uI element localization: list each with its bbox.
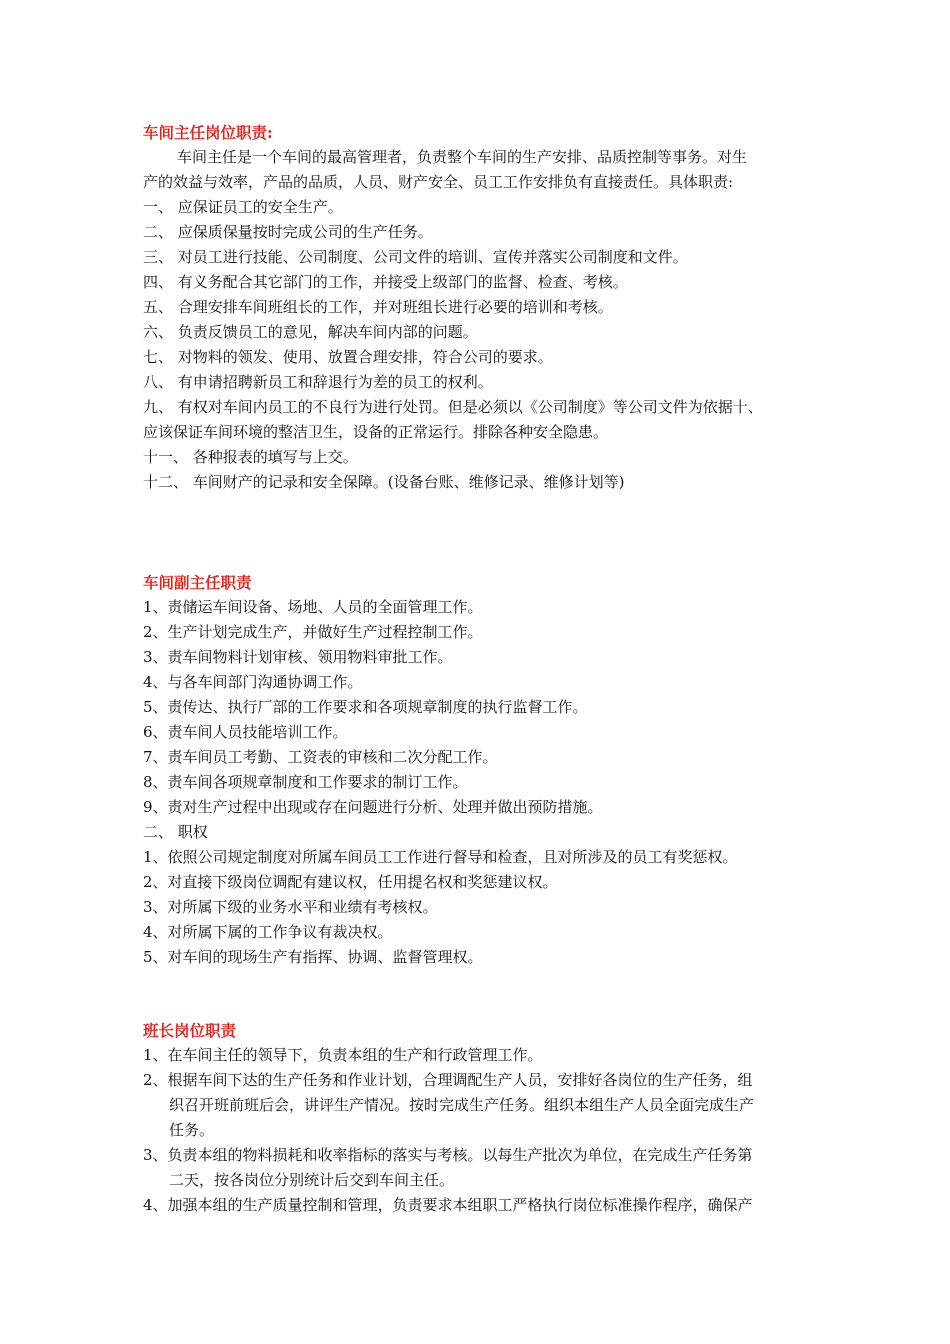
list-item: 1、依照公司规定制度对所属车间员工工作进行督导和检查，且对所涉及的员工有奖惩权。 — [143, 848, 738, 866]
section-deputy-director — [143, 573, 813, 970]
list-item: 六、 负责反馈员工的意见，解决车间内部的问题。 — [143, 323, 478, 341]
section-workshop-director — [143, 123, 813, 495]
list-item: 五、 合理安排车间班组长的工作，并对班组长进行必要的培训和考核。 — [143, 298, 613, 316]
list-item-continuation: 二天，按各岗位分别统计后交到车间主任。 — [169, 1171, 455, 1189]
list-item: 8、责车间各项规章制度和工作要求的制订工作。 — [143, 773, 468, 791]
list-item: 四、 有义务配合其它部门的工作，并接受上级部门的监督、检查、考核。 — [143, 273, 628, 291]
list-item: 十一、 各种报表的填写与上交。 — [143, 448, 358, 466]
list-item: 6、责车间人员技能培训工作。 — [143, 723, 348, 741]
list-item: 3、对所属下级的业务水平和业绩有考核权。 — [143, 898, 438, 916]
list-item: 三、 对员工进行技能、公司制度、公司文件的培训、宣传并落实公司制度和文件。 — [143, 248, 688, 266]
list-item: 2、根据车间下达的生产任务和作业计划，合理调配生产人员，安排好各岗位的生产任务，组 — [143, 1071, 753, 1089]
list-item-continuation: 织召开班前班后会，讲评生产情况。按时完成生产任务。组织本组生产人员全面完成生产 — [169, 1096, 755, 1114]
list-item: 5、责传达、执行厂部的工作要求和各项规章制度的执行监督工作。 — [143, 698, 588, 716]
subsection-heading: 二、 职权 — [143, 823, 208, 841]
list-item: 2、对直接下级岗位调配有建议权，任用提名权和奖惩建议权。 — [143, 873, 558, 891]
list-item: 九、 有权对车间内员工的不良行为进行处罚。但是必须以《公司制度》等公司文件为依据十、 — [143, 398, 763, 416]
section-heading: 车间副主任职责 — [143, 573, 252, 592]
list-item: 7、责车间员工考勤、工资表的审核和二次分配工作。 — [143, 748, 498, 766]
list-item-continuation: 任务。 — [169, 1121, 215, 1139]
section-heading: 车间主任岗位职责: — [143, 123, 273, 142]
paragraph-line: 产的效益与效率，产品的品质，人员、财产安全、员工工作安排负有直接责任。具体职责: — [143, 173, 734, 191]
list-item: 3、负责本组的物料损耗和收率指标的落实与考核。以每生产批次为单位，在完成生产任务第 — [143, 1146, 753, 1164]
list-item: 4、与各车间部门沟通协调工作。 — [143, 673, 363, 691]
list-item: 十二、 车间财产的记录和安全保障。(设备台账、维修记录、维修计划等) — [143, 473, 625, 491]
list-item: 二、 应保质保量按时完成公司的生产任务。 — [143, 223, 433, 241]
list-item: 5、对车间的现场生产有指挥、协调、监督管理权。 — [143, 948, 483, 966]
paragraph-line: 车间主任是一个车间的最高管理者，负责整个车间的生产安排、品质控制等事务。对生 — [177, 148, 748, 166]
section-heading: 班长岗位职责 — [143, 1021, 237, 1040]
list-item: 4、对所属下属的工作争议有裁决权。 — [143, 923, 393, 941]
list-item: 一、 应保证员工的安全生产。 — [143, 198, 343, 216]
list-item: 八、 有申请招聘新员工和辞退行为差的员工的权利。 — [143, 373, 493, 391]
list-item: 1、责储运车间设备、场地、人员的全面管理工作。 — [143, 598, 483, 616]
section-team-leader — [143, 1021, 813, 1218]
list-item: 1、在车间主任的领导下，负责本组的生产和行政管理工作。 — [143, 1046, 543, 1064]
list-item: 七、 对物料的领发、使用、放置合理安排，符合公司的要求。 — [143, 348, 553, 366]
list-item: 2、生产计划完成生产，并做好生产过程控制工作。 — [143, 623, 483, 641]
list-item: 应该保证车间环境的整洁卫生，设备的正常运行。排除各种安全隐患。 — [143, 423, 609, 441]
list-item: 9、责对生产过程中出现或存在问题进行分析、处理并做出预防措施。 — [143, 798, 603, 816]
list-item: 4、加强本组的生产质量控制和管理，负责要求本组职工严格执行岗位标准操作程序，确保产 — [143, 1196, 753, 1214]
list-item: 3、责车间物料计划审核、领用物料审批工作。 — [143, 648, 453, 666]
